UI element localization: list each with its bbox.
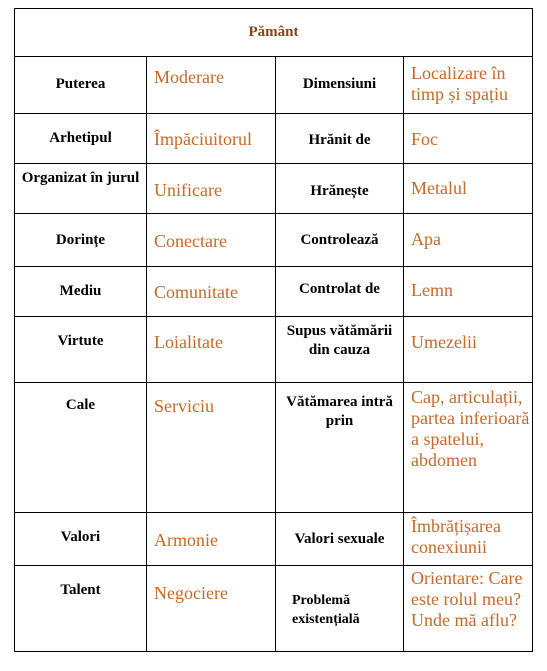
row-label-cell	[15, 57, 147, 114]
row-label-cell	[276, 164, 404, 214]
row-value: Apa	[411, 229, 441, 249]
table-title-row	[15, 9, 533, 57]
row-value-cell	[404, 267, 533, 317]
table-row	[15, 317, 533, 383]
row-label: Virtute	[57, 333, 104, 349]
row-label-cell	[276, 317, 404, 383]
row-label: Cale	[65, 397, 96, 413]
row-value: Moderare	[154, 67, 224, 87]
row-label: Arhetipul	[49, 130, 112, 146]
row-value-cell	[404, 317, 533, 383]
row-label-cell	[15, 513, 147, 566]
row-value-cell	[147, 214, 276, 267]
row-label: Talent	[60, 582, 101, 598]
row-value: Lemn	[411, 280, 453, 300]
row-label-cell	[15, 317, 147, 383]
row-value-cell	[404, 566, 533, 652]
row-value-cell	[147, 566, 276, 652]
row-label-cell	[15, 383, 147, 513]
row-value: Armonie	[154, 530, 218, 550]
row-label: Supus vătămării din cauza	[286, 323, 393, 358]
row-value-cell	[147, 114, 276, 164]
row-value-cell	[147, 383, 276, 513]
table-row	[15, 566, 533, 652]
row-label-cell	[276, 267, 404, 317]
row-value-cell	[147, 164, 276, 214]
row-value-cell	[404, 114, 533, 164]
table-row	[15, 214, 533, 267]
row-label-cell	[276, 214, 404, 267]
row-value-cell	[404, 57, 533, 114]
row-value-cell	[147, 317, 276, 383]
row-label: Organizat în jurul	[21, 170, 140, 186]
row-label-cell	[276, 513, 404, 566]
row-label: Problemă existențială	[292, 593, 360, 627]
row-label: Dorințe	[55, 232, 106, 248]
row-value-cell	[404, 383, 533, 513]
row-label-cell	[276, 114, 404, 164]
row-value-cell	[404, 214, 533, 267]
row-value: Serviciu	[154, 396, 214, 416]
row-value: Îmbrățișarea conexiunii	[411, 516, 501, 557]
row-label: Controlează	[300, 232, 379, 248]
row-label-cell	[15, 566, 147, 652]
row-label-cell	[276, 57, 404, 114]
row-label-cell	[15, 214, 147, 267]
row-label: Puterea	[55, 76, 106, 92]
row-value: Orientare: Care este rolul meu? Unde mă aflu?	[411, 568, 523, 630]
table-row	[15, 164, 533, 214]
element-properties-table	[14, 8, 533, 652]
row-value: Metalul	[411, 178, 467, 198]
table-row	[15, 267, 533, 317]
row-label: Hrănit de	[308, 132, 371, 148]
row-label-cell	[15, 114, 147, 164]
row-value: Unificare	[154, 180, 222, 200]
row-value: Negociere	[154, 583, 228, 603]
row-value-cell	[147, 57, 276, 114]
row-value: Cap, articulații, partea inferioară a spatelui, abdomen	[411, 387, 530, 470]
row-value: Loialitate	[154, 332, 223, 352]
row-label: Valori	[60, 529, 101, 545]
row-value: Conectare	[154, 231, 227, 251]
table-row	[15, 57, 533, 114]
row-value-cell	[147, 513, 276, 566]
row-value: Foc	[411, 129, 438, 149]
table-row	[15, 114, 533, 164]
row-label: Valori sexuale	[294, 531, 385, 547]
row-label-cell	[15, 164, 147, 214]
table-row	[15, 383, 533, 513]
row-value: Comunitate	[154, 282, 238, 302]
row-value: Împăciuitorul	[154, 129, 252, 149]
row-label: Controlat de	[299, 281, 380, 297]
row-label: Dimensiuni	[302, 76, 377, 92]
table-title: Pământ	[15, 9, 533, 57]
row-value-cell	[404, 164, 533, 214]
row-value: Localizare în timp și spațiu	[411, 63, 509, 104]
row-value-cell	[404, 513, 533, 566]
row-value-cell	[147, 267, 276, 317]
table-row	[15, 513, 533, 566]
row-label: Mediu	[59, 283, 102, 299]
row-value: Umezelii	[411, 332, 477, 352]
row-label-cell	[15, 267, 147, 317]
row-label-cell	[276, 383, 404, 513]
row-label-cell	[276, 566, 404, 652]
row-label: Vătămarea intră prin	[286, 394, 393, 429]
row-label: Hrănește	[310, 183, 369, 199]
